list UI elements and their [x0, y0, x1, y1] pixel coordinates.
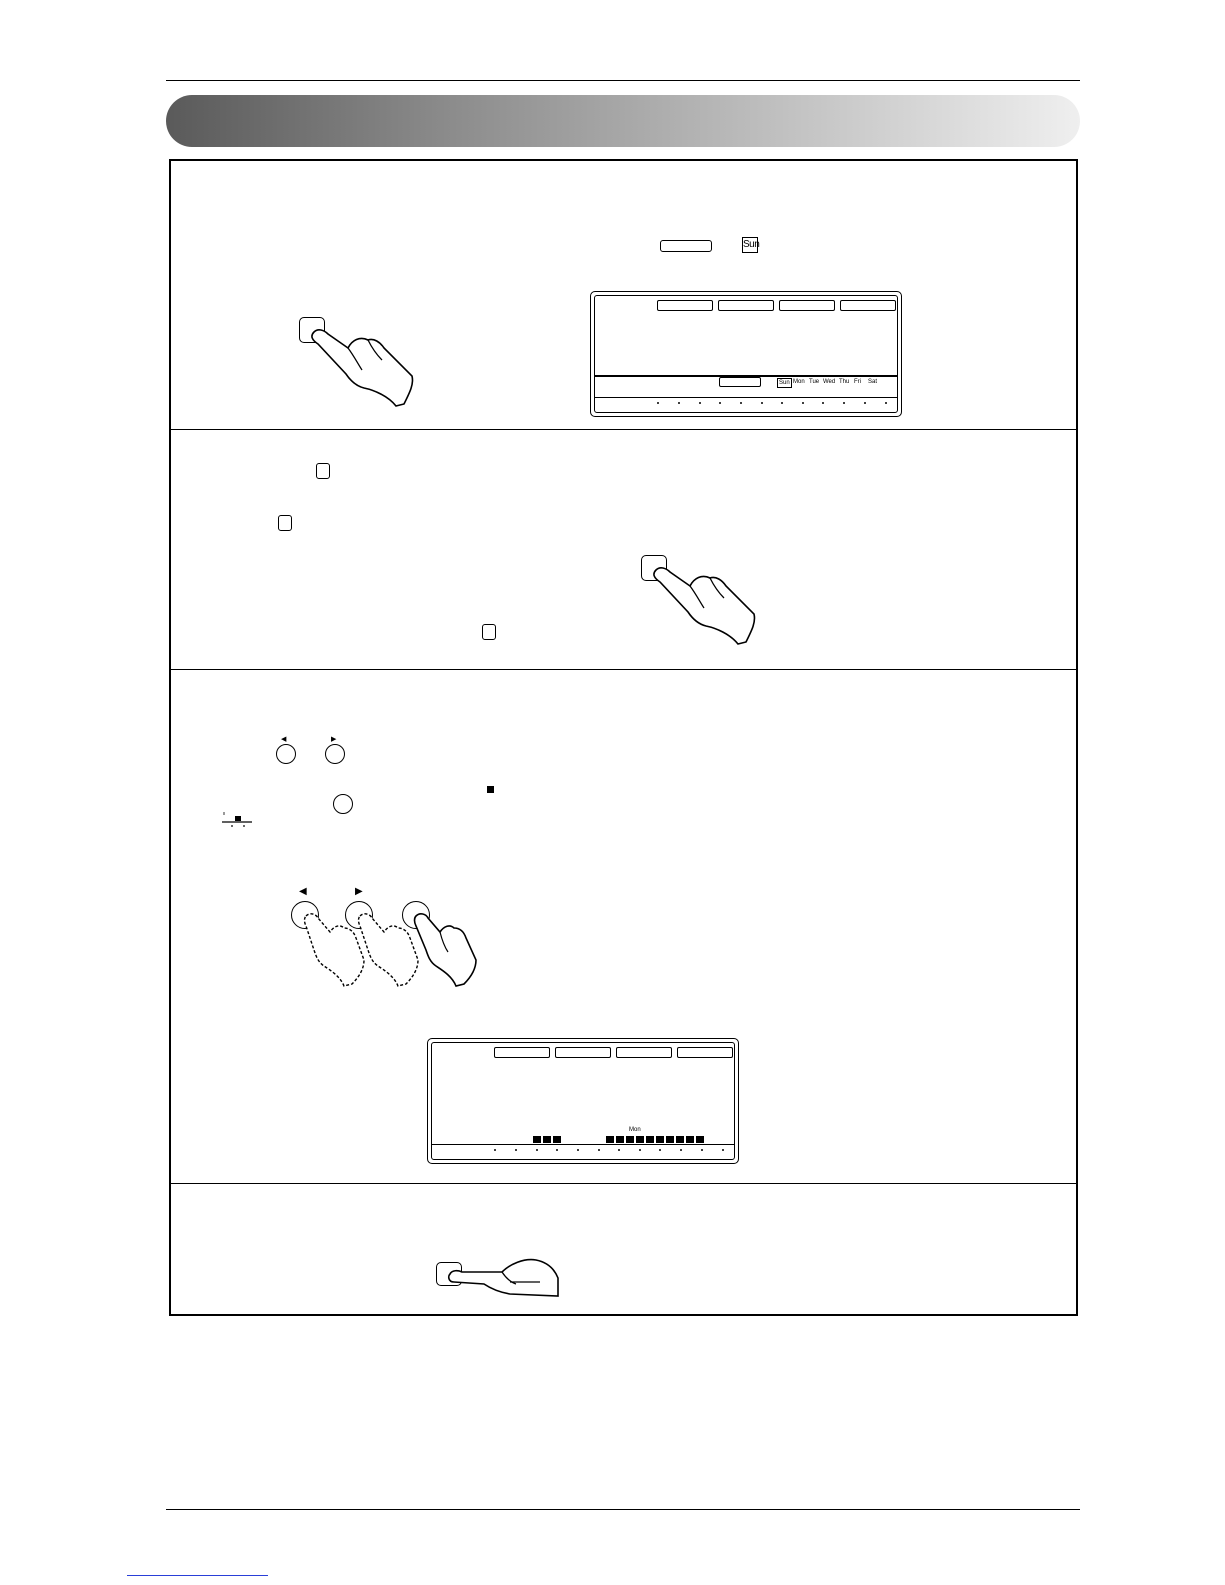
left-arrow-label: ◀: [299, 886, 307, 897]
day-wed: Wed: [823, 379, 836, 385]
hand-pressing-icon: [440, 1252, 565, 1302]
header-rule: [166, 80, 1080, 81]
inline-sun-icon: [742, 237, 758, 253]
day-fri: Fri: [854, 379, 861, 385]
footer-rule: [166, 1509, 1080, 1510]
hand-pressing-icon: [642, 556, 762, 646]
inline-round-button-icon: [333, 794, 353, 814]
step-divider-1: [169, 429, 1078, 430]
inline-square-button-icon: [316, 463, 330, 479]
step-divider-2: [169, 669, 1078, 670]
inline-right-button-icon: [325, 744, 345, 764]
inline-square-button-icon: [482, 624, 496, 640]
day-thu: Thu: [839, 379, 850, 385]
step-divider-3: [169, 1183, 1078, 1184]
sun-icon-label: Sun: [743, 239, 760, 250]
section-banner: [166, 95, 1080, 147]
hand-pressing-icon: [410, 910, 482, 990]
lcd-display-schedule: [427, 1038, 739, 1164]
inline-square-mark-icon: [487, 786, 494, 793]
timeline-mark-icon: [222, 810, 254, 830]
day-sat: Sat: [868, 379, 878, 385]
right-arrow-label: ▶: [355, 886, 363, 897]
right-arrow-icon: ▶: [331, 736, 337, 743]
inline-left-button-icon: [276, 744, 296, 764]
inline-square-button-icon: [278, 515, 292, 531]
day-sun: Sun: [779, 380, 790, 386]
footer-link-underline[interactable]: [127, 1575, 268, 1576]
day-label-mon: Mon: [629, 1127, 641, 1133]
day-tue: Tue: [809, 379, 820, 385]
lcd-display-week: [590, 291, 902, 417]
day-mon: Mon: [793, 379, 805, 385]
left-arrow-icon: ◀: [281, 736, 287, 743]
inline-lcd-segment-icon: [660, 240, 712, 252]
hand-pressing-icon: [300, 318, 420, 408]
